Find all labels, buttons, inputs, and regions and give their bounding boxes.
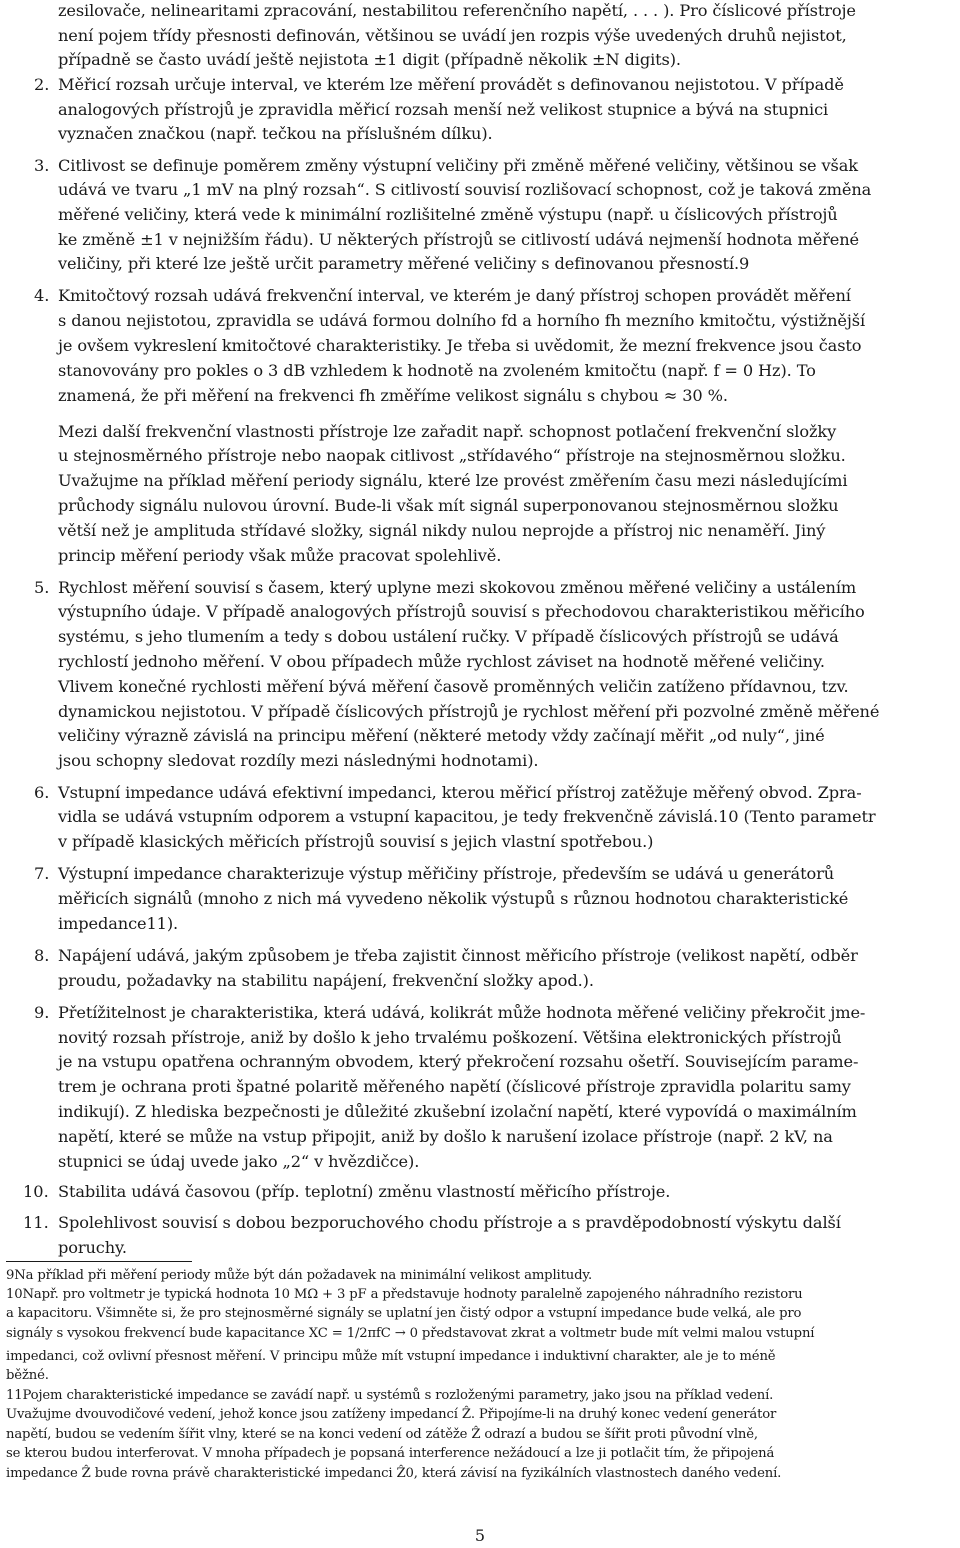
text-line: stupnici se údaj uvede jako „2“ v hvězdičce). (58, 1152, 420, 1171)
text-line: Uvažujme na příklad měření periody signálu, které lze provést změřením času mezi následujícími (58, 471, 848, 490)
text-line: poruchy. (58, 1238, 127, 1257)
text-line: výstupního údaje. V případě analogových přístrojů souvisí s přechodovou charakteristikou měřicího (58, 602, 865, 621)
text-line: není pojem třídy přesnosti definován, většinou se uvádí jen rozpis výše uvedených druhů nejistot, (58, 26, 847, 45)
text-line: u stejnosměrného přístroje nebo naopak citlivost „střídavého“ přístroje na stejnosměrnou složku. (58, 446, 846, 465)
text-line: rychlostí jednoho měření. V obou případech může rychlost záviset na hodnotě měřené veličiny. (58, 652, 825, 671)
text-line: s danou nejistotou, zpravidla se udává formou dolního fd a horního fh mezního kmitočtu, výstižnější (58, 311, 866, 330)
text-line: větší než je amplituda střídavé složky, signál nikdy nulou neprojde a přístroj nic nenaměří. Jiný (58, 521, 826, 540)
footnote: 11Pojem charakteristické impedance se zavádí např. u systémů s rozloženými parametry, jako jsou na příklad vedení. (6, 1388, 774, 1403)
text-line: vidla se udává vstupním odporem a vstupní kapacitou, je tedy frekvenčně závislá.10 (Tento parametr (58, 807, 876, 826)
text-line: je ovšem vykreslení kmitočtové charakteristiky. Je třeba si uvědomit, že mezní frekvence jsou často (58, 336, 862, 355)
text-line: jsou schopny sledovat rozdíly mezi následnými hodnotami). (58, 751, 539, 770)
text-line: Citlivost se definuje poměrem změny výstupní veličiny při změně měřené veličiny, většinou se však (58, 156, 858, 175)
text-line: analogových přístrojů je zpravidla měřicí rozsah menší než velikost stupnice a bývá na stupnici (58, 100, 829, 119)
text-line: stanovovány pro pokles o 3 dB vzhledem k hodnotě na zvoleném kmitočtu (např. f = 0 Hz). To (58, 361, 816, 380)
text-line: veličiny výrazně závislá na principu měření (některé metody vždy začínají měřit „od nuly“, jiné (58, 726, 825, 745)
text-line: průchody signálu nulovou úrovní. Bude-li však mít signál superponovanou stejnosměrnou složku (58, 496, 839, 515)
text-line: vyznačen značkou (např. tečkou na příslušném dílku). (58, 124, 493, 143)
text-line: Měřicí rozsah určuje interval, ve kterém lze měření provádět s definovanou nejistotou. V případě (58, 75, 844, 94)
text-line: udává ve tvaru „1 mV na plný rozsah“. S citlivostí souvisí rozlišovací schopnost, což je taková změna (58, 180, 872, 199)
footnote: napětí, budou se vedením šířit vlny, které se na konci vedení od zátěže Ẑ odrazí a budou se šířit proti původní vlně, (6, 1427, 758, 1442)
text-line: napětí, které se může na vstup připojit, aniž by došlo k narušení izolace přístroje (např. 2 kV, na (58, 1127, 833, 1146)
text-line: v případě klasických měřicích přístrojů souvisí s jejich vlastní spotřebou.) (58, 832, 654, 851)
text-line: Vlivem konečné rychlosti měření bývá měření časově proměnných veličin zatíženo přídavnou, tzv. (58, 677, 849, 696)
footnote: Uvažujme dvouvodičové vedení, jehož konce jsou zatíženy impedancí Ẑ. Připojíme-li na druhý konec vedení generátor (6, 1407, 777, 1422)
footnote: a kapacitoru. Všimněte si, že pro stejnosměrné signály se uplatní jen čistý odpor a vstupní impedance bude velká, ale pro (6, 1306, 802, 1321)
list-number: 6. (34, 783, 50, 802)
footnote: běžné. (6, 1368, 49, 1383)
text-line: je na vstupu opatřena ochranným obvodem, který překročení rozsahu ošetří. Souvisejícím parame- (58, 1052, 859, 1071)
text-line: systému, s jeho tlumením a tedy s dobou ustálení ručky. V případě číslicových přístrojů se udává (58, 627, 839, 646)
text-line: trem je ochrana proti špatné polaritě měřeného napětí (číslicové přístroje zpravidla polaritu samy (58, 1077, 851, 1096)
list-number: 9. (34, 1003, 50, 1022)
list-number: 2. (34, 75, 50, 94)
text-line: proudu, požadavky na stabilitu napájení, frekvenční složky apod.). (58, 971, 594, 990)
text-line: znamená, že při měření na frekvenci fh změříme velikost signálu s chybou ≈ 30 %. (58, 386, 728, 405)
footnote: se kterou budou interferovat. V mnoha případech je popsaná interference nežádoucí a lze ji potlačit tím, že připojená (6, 1446, 775, 1461)
text-line: indikují). Z hlediska bezpečnosti je důležité zkušební izolační napětí, které vypovídá o maximálním (58, 1102, 857, 1121)
text-line: novitý rozsah přístroje, aniž by došlo k jeho trvalému poškození. Většina elektronických přístrojů (58, 1028, 842, 1047)
text-line: impedance11). (58, 914, 179, 933)
page-number: 5 (474, 1526, 486, 1545)
list-number: 10. (23, 1182, 49, 1201)
text-line: Rychlost měření souvisí s časem, který uplyne mezi skokovou změnou měřené veličiny a ustálením (58, 578, 857, 597)
text-line: Spolehlivost souvisí s dobou bezporuchového chodu přístroje a s pravděpodobností výskytu další (58, 1213, 841, 1232)
list-number: 8. (34, 946, 50, 965)
text-line: Vstupní impedance udává efektivní impedanci, kterou měřicí přístroj zatěžuje měřený obvod. Zpra- (58, 783, 862, 802)
footnote: signály s vysokou frekvencí bude kapacitance XC = 1/2πfC → 0 představovat zkrat a voltmetr bude mít velmi malou vstupní (6, 1326, 815, 1341)
text-line: Napájení udává, jakým způsobem je třeba zajistit činnost měřicího přístroje (velikost napětí, odběr (58, 946, 858, 965)
list-number: 5. (34, 578, 50, 597)
list-number: 11. (23, 1213, 49, 1232)
text-line: měřicích signálů (mnoho z nich má vyvedeno několik výstupů s různou hodnotou charakteristické (58, 889, 849, 908)
list-number: 4. (34, 286, 50, 305)
text-line: měřené veličiny, která vede k minimální rozlišitelné změně výstupu (např. u číslicových přístrojů (58, 205, 838, 224)
text-line: dynamickou nejistotou. V případě číslicových přístrojů je rychlost měření při pozvolné změně měřené (58, 702, 880, 721)
footnote: impedance Ẑ bude rovna právě charakteristické impedanci Ẑ0, která závisí na fyzikálních vlastnostech daného vedení. (6, 1466, 782, 1481)
text-line: Mezi další frekvenční vlastnosti přístroje lze zařadit např. schopnost potlačení frekvenční složky (58, 422, 837, 441)
text-line: princip měření periody však může pracovat spolehlivě. (58, 546, 502, 565)
text-line: veličiny, při které lze ještě určit parametry měřené veličiny s definovanou přesností.9 (58, 254, 750, 273)
footnote: 10Např. pro voltmetr je typická hodnota 10 MΩ + 3 pF a představuje hodnoty paralelně zapojeného náhradního rezistoru (6, 1287, 803, 1302)
footnote: impedanci, což ovlivní přesnost měření. V principu může mít vstupní impedance i induktivní charakter, ale je to méně (6, 1349, 776, 1364)
list-number: 3. (34, 156, 50, 175)
text-line: Přetížitelnost je charakteristika, která udává, kolikrát může hodnota měřené veličiny překročit jme- (58, 1003, 866, 1022)
text-line: Stabilita udává časovou (příp. teplotní) změnu vlastností měřicího přístroje. (58, 1182, 671, 1201)
text-line: případně se často uvádí ještě nejistota ±1 digit (případně několik ±N digits). (58, 50, 681, 69)
text-line: ke změně ±1 v nejnižším řádu). U některých přístrojů se citlivostí udává nejmenší hodnota měřené (58, 230, 860, 249)
text-line: Výstupní impedance charakterizuje výstup měřičiny přístroje, především se udává u generátorů (58, 864, 835, 883)
footnote-rule (6, 1261, 192, 1262)
footnote: 9Na příklad při měření periody může být dán požadavek na minimální velikost amplitudy. (6, 1268, 592, 1283)
text-line: zesilovače, nelinearitami zpracování, nestabilitou referenčního napětí, . . . ). Pro číslicové přístroje (58, 1, 856, 20)
list-number: 7. (34, 864, 50, 883)
text-line: Kmitočtový rozsah udává frekvenční interval, ve kterém je daný přístroj schopen provádět měření (58, 286, 851, 305)
